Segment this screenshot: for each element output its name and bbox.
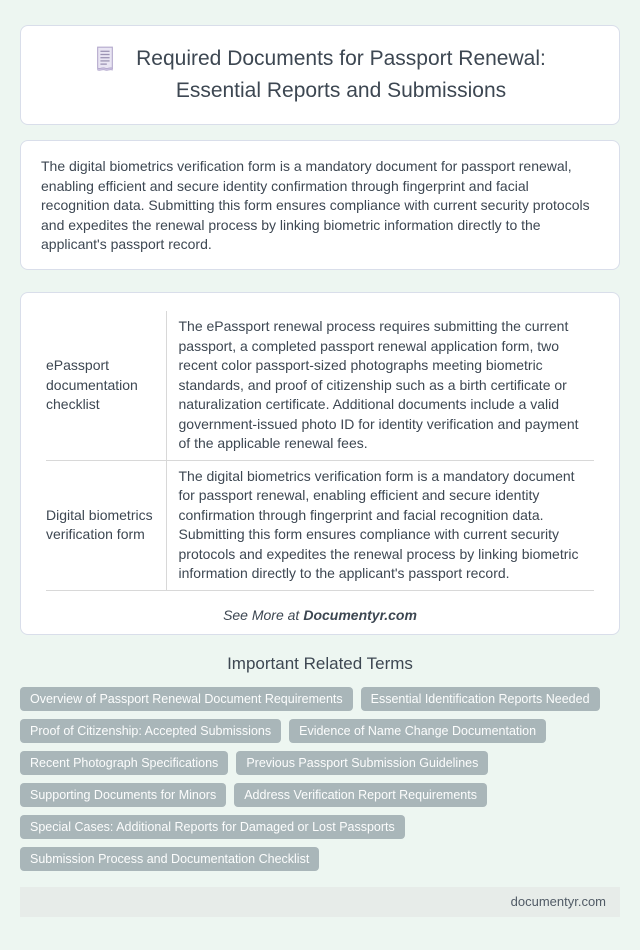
related-term-tag[interactable]: Submission Process and Documentation Checklist [20,847,319,871]
footer-site-name: documentyr.com [510,894,606,909]
related-terms-tags [20,687,620,871]
related-term-tag[interactable]: Supporting Documents for Minors [20,783,226,807]
glossary-table [46,311,594,591]
page-title-line1: Required Documents for Passport Renewal: [136,47,546,70]
tag-row [20,719,620,743]
page-title [136,43,546,107]
table-row [46,460,594,590]
related-term-tag[interactable]: Recent Photograph Specifications [20,751,228,775]
related-terms-heading: Important Related Terms [227,654,413,673]
tag-row [20,847,620,871]
tag-row [20,751,620,775]
related-term-tag[interactable]: Address Verification Report Requirements [234,783,487,807]
related-term-tag[interactable]: Special Cases: Additional Reports for Damaged or Lost Passports [20,815,405,839]
intro-paragraph: The digital biometrics verification form is a mandatory document for passport renewal, enabling efficient and secure identity confirmation through fingerprint and facial recognition data. Submitting this form ensures compliance with current security protocols and expedites the renewal process by linking biometric information directly to the applicant's passport record. [41,158,590,252]
footer-bar [20,887,620,917]
related-term-tag[interactable]: Overview of Passport Renewal Document Requirements [20,687,353,711]
see-more-prefix: See More at [223,606,300,623]
intro-card [20,140,620,270]
related-term-tag[interactable]: Proof of Citizenship: Accepted Submissions [20,719,281,743]
tag-row [20,687,620,711]
table-row [46,311,594,460]
title-card [20,25,620,125]
glossary-term: Digital biometrics verification form [46,460,166,590]
glossary-term: ePassport documentation checklist [46,311,166,460]
receipt-icon [94,46,116,79]
tag-row [20,815,620,839]
related-term-tag[interactable]: Essential Identification Reports Needed [361,687,600,711]
brand-link[interactable]: Documentyr.com [303,606,417,623]
see-more-line [46,607,594,623]
related-term-tag[interactable]: Previous Passport Submission Guidelines [236,751,488,775]
glossary-definition: The ePassport renewal process requires submitting the current passport, a completed passport renewal application form, two recent color passport-sized photographs meeting biometric standards, and proof of citizenship such as a birth certificate or naturalization certificate. Additional documents include a valid government-issued photo ID for identity verification and payment of the applicable renewal fees. [166,311,594,460]
glossary-card [20,292,620,635]
related-term-tag[interactable]: Evidence of Name Change Documentation [289,719,546,743]
glossary-definition: The digital biometrics verification form is a mandatory document for passport renewal, enabling efficient and secure identity confirmation through fingerprint and facial recognition data. Submitting this form ensures compliance with current security protocols and expedites the renewal process by linking biometric information directly to the applicant's passport record. [166,460,594,590]
tag-row [20,783,620,807]
page-title-line2: Essential Reports and Submissions [175,79,507,102]
